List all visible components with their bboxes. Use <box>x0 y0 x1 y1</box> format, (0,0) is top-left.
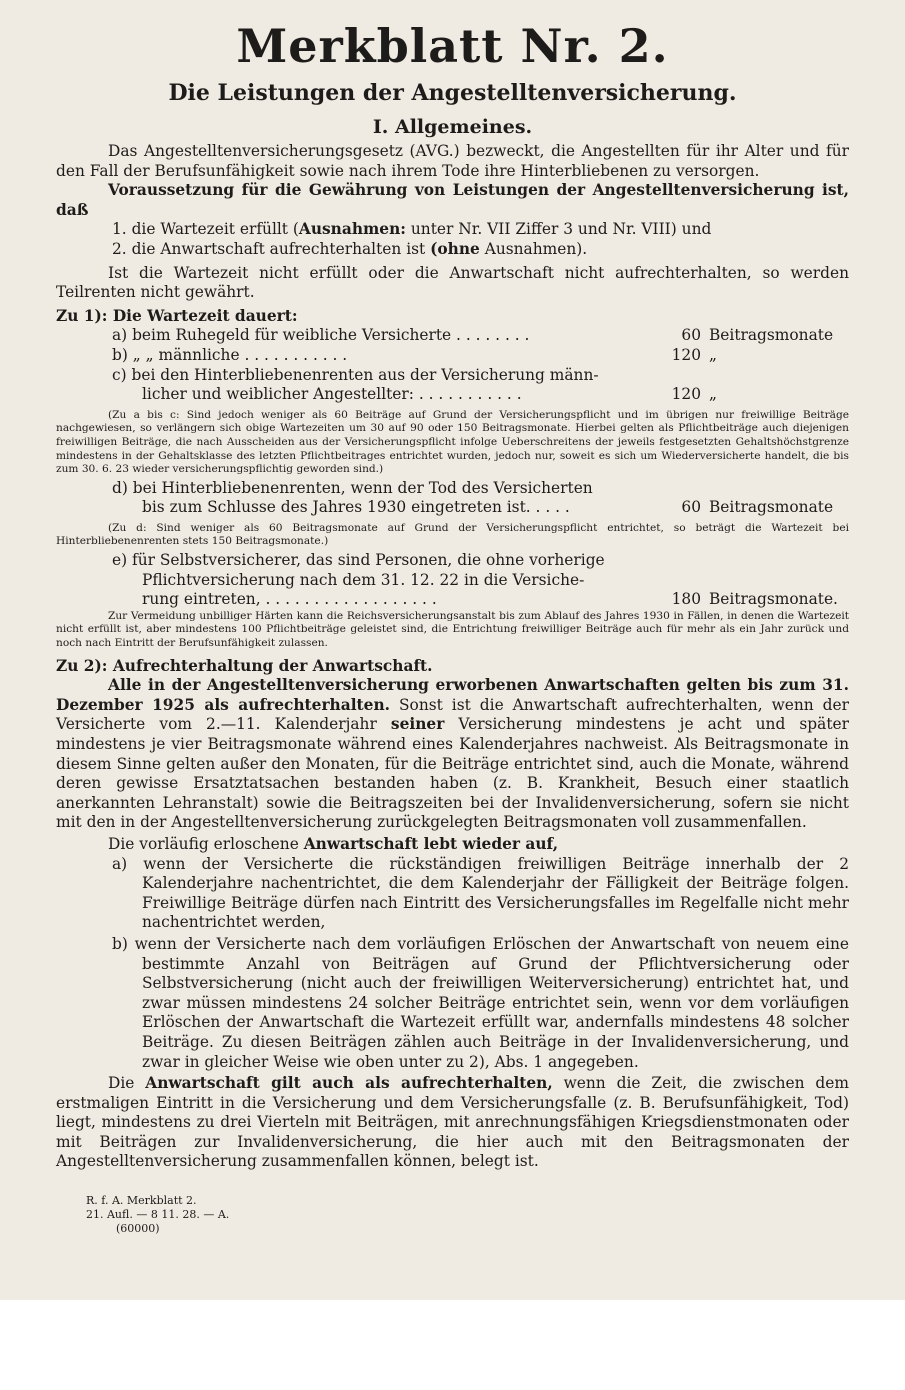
bottom-margin <box>0 1300 905 1390</box>
wartezeit-row-c: c) bei den Hinterbliebenenrenten aus der Versicherung männ- licher und weiblicher Angestellter: . . . . . . . . . . . 120 „ <box>112 365 717 404</box>
condition-1: 1. die Wartezeit erfüllt (Ausnahmen: unter Nr. VII Ziffer 3 und Nr. VIII) und <box>112 220 712 239</box>
lebt-wieder-auf-line: Die vorläufig erloschene Anwartschaft lebt wieder auf, <box>108 834 559 853</box>
voraussetzung-line: Voraussetzung für die Gewährung von Leistungen der Angestelltenversicherung ist, daß <box>56 181 849 219</box>
document-title: Merkblatt Nr. 2. <box>236 19 669 73</box>
zu2-heading: Zu 2): Aufrechterhaltung der Anwartschaft. <box>56 656 433 675</box>
document-footer <box>56 1194 849 1236</box>
teilrenten-paragraph: Ist die Wartezeit nicht erfüllt oder die Anwartschaft nicht aufrechterhalten, so werden Teilrenten nicht gewährt. <box>56 263 849 302</box>
footer-line-2: 21. Aufl. — 8 11. 28. — A. <box>86 1208 230 1222</box>
gilt-aufrechterhalten-paragraph: Die Anwartschaft gilt auch als aufrechterhalten, wenn die Zeit, die zwischen dem erstmaligen Eintritt in die Versicherung und dem Versicherungsfalle (z. B. Berufsunfähigkeit, Tod) liegt, mindestens zu drei Vierteln mit Beiträgen, mit anrechnungsfähigen Kriegsdienstmonaten oder mit Beiträgen zur Invalidenversicherung, die hier auch mit den Beitragsmonaten der Angestelltenversicherung zusammenfallen können, belegt ist. <box>56 1074 849 1171</box>
condition-2: 2. die Anwartschaft aufrechterhalten ist (ohne Ausnahmen). <box>112 239 588 258</box>
section-heading-allgemeines: I. Allgemeines. <box>372 116 533 138</box>
lebt-item-b: b) wenn der Versicherte nach dem vorläufigen Erlöschen der Anwartschaft von neuem eine bestimmte Anzahl von Beiträgen auf Grund der Pflichtversicherung oder Selbstversicherung (nicht auch der freiwilligen Weiterversicherung) entrichtet hat, und zwar müssen mindestens 24 solcher Beiträge entrichtet sein, wenn vor dem vorläufigen Erlöschen der Anwartschaft die Wartezeit erfüllt war, andernfalls mindestens 48 solcher Beiträge. Zu diesen Beiträgen zählen auch Beiträge in der Invalidenversicherung, und zwar in gleicher Weise wie oben unter zu 2), Abs. 1 angegeben. <box>112 934 849 1071</box>
zu1-heading: Zu 1): Die Wartezeit dauert: <box>56 306 298 325</box>
wartezeit-row-a: a) beim Ruhegeld für weibliche Versicherte . . . . . . . . 60 Beitragsmonate <box>112 326 834 345</box>
note-d: (Zu d: Sind weniger als 60 Beitragsmonate auf Grund der Versicherungspflicht entrichtet, so beträgt die Wartezeit bei Hinterbliebenenrenten stets 150 Beitragsmonate.) <box>56 521 849 548</box>
wartezeit-row-d: d) bei Hinterbliebenenrenten, wenn der Tod des Versicherten bis zum Schlusse des Jahres 1930 eingetreten ist. . . . . 60 Beitragsmonate <box>112 478 834 517</box>
note-a-to-c: (Zu a bis c: Sind jedoch weniger als 60 Beiträge auf Grund der Versicherungspflicht und im übrigen nur freiwillige Beiträge nachgewiesen, so verlängern sich obige Wartezeiten um 30 auf 90 oder 150 Beitragsmonate. Hierbei gelten als Pflichtbeiträge auch diejenigen freiwilligen Beiträge, die nach Ausscheiden aus der Versicherungspflicht infolge Ueberschreitens der jeweils festgesetzten Gehaltshöchstgrenze mindestens in der Gehaltsklasse des letzten Pflichtbeitrages entrichtet wurden, jedoch nur, soweit es sich um Wiederversicherte handelt, die bis zum 30. 6. 23 wieder versicherungspflichtig geworden sind.) <box>56 408 849 476</box>
document-subtitle: Die Leistungen der Angestelltenversicherung. <box>168 80 737 106</box>
wartezeit-row-e: e) für Selbstversicherer, das sind Personen, die ohne vorherige Pflichtversicherung nach dem 31. 12. 22 in die Versiche- rung eintreten, . . . . . . . . . . . . . . . . . . 180 Beitragsmonate. <box>112 551 838 609</box>
intro-paragraph: Das Angestelltenversicherungsgesetz (AVG.) bezweckt, die Angestellten für ihr Alter und für den Fall der Berufsunfähigkeit sowie nach ihrem Tode ihre Hinterbliebenen zu versorgen. <box>56 142 849 180</box>
lebt-item-a: a) wenn der Versicherte die rückständigen freiwilligen Beiträge innerhalb der 2 Kalenderjahre nachentrichtet, die dem Kalenderjahr der Fälligkeit der Beiträge folgen. Freiwillige Beiträge dürfen nach Eintritt des Versicherungsfalles im Regelfalle nicht mehr nachentrichtet werden, <box>112 854 849 932</box>
note-e: Zur Vermeidung unbilliger Härten kann die Reichsversicherungsanstalt bis zum Ablauf des Jahres 1930 in Fällen, in denen die Wartezeit nicht erfüllt ist, aber mindestens 100 Pflichtbeiträge geleistet sind, die Entrichtung freiwilliger Beiträge auch für mehr als ein Jahr zurück und noch nach Eintritt der Berufsunfähigkeit zulassen. <box>56 609 849 650</box>
footer-line-1: R. f. A. Merkblatt 2. <box>86 1194 197 1208</box>
footer-line-3: (60000) <box>116 1222 160 1236</box>
wartezeit-row-b: b) „ „ männliche . . . . . . . . . . . 120 „ <box>112 345 717 364</box>
zu2-paragraph: Alle in der Angestelltenversicherung erworbenen Anwartschaften gelten bis zum 31. Dezember 1925 als aufrechterhalten. Sonst ist die Anwartschaft aufrechterhalten, wenn der Versicherte vom 2.—11. Kalenderjahr seiner Versicherung mindestens je acht und später mindestens je vier Beitragsmonate während eines Kalenderjahres nachweist. Als Beitragsmonate in diesem Sinne gelten außer den Monaten, für die Beiträge entrichtet sind, auch die Monate, während deren gewisse Ersatztatsachen bestanden haben (z. B. Krankheit, Besuch einer staatlich anerkannten Lehranstalt) sowie die Beitragszeiten bei der Invalidenversicherung, sofern sie nicht mit den in der Angestelltenversicherung zurückgelegten Beitragsmonaten voll zusammenfallen. <box>56 676 849 832</box>
